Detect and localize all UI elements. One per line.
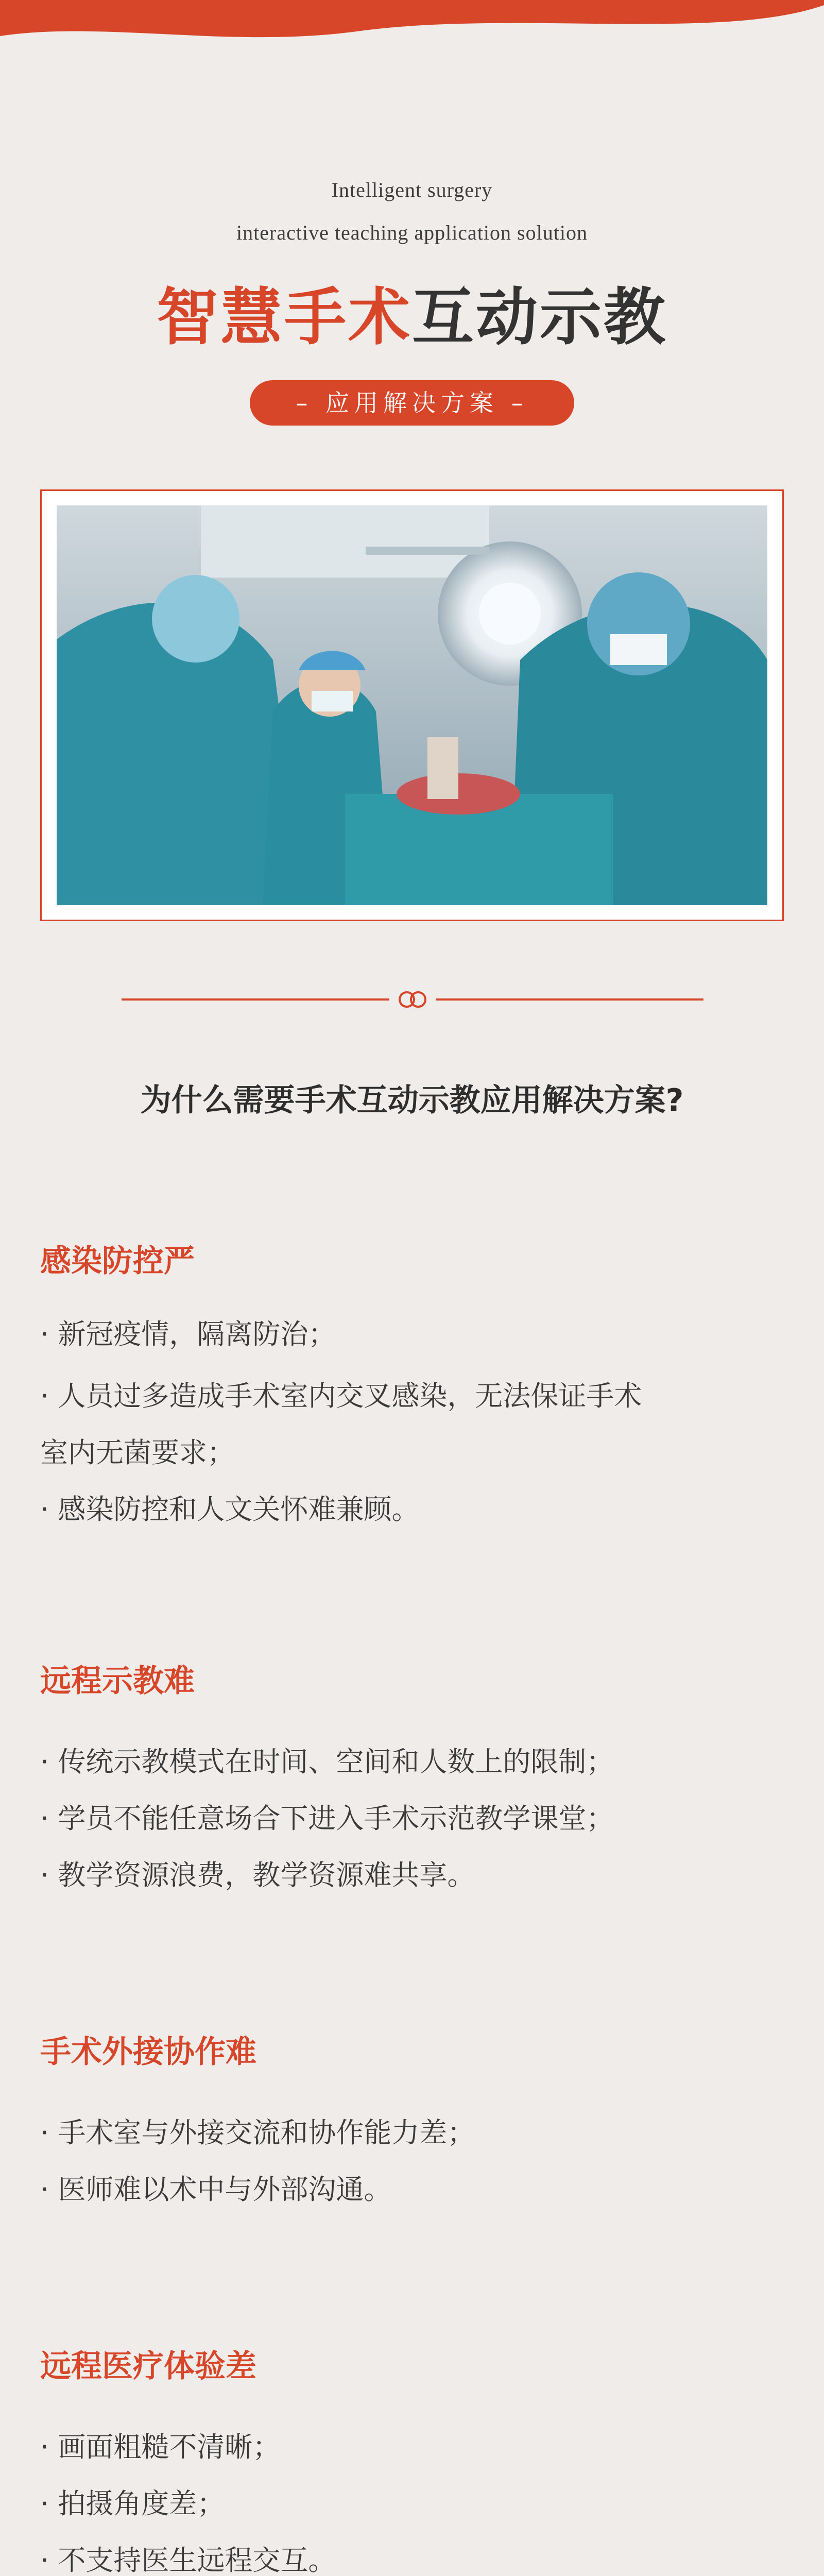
english-title-line-2: interactive teaching application solution bbox=[236, 221, 588, 244]
divider-left bbox=[122, 998, 389, 1001]
section-infection-bullet: 室内无菌要求； bbox=[40, 1436, 235, 1469]
section-teaching-bullet: · 教学资源浪费，教学资源难共享。 bbox=[40, 1859, 475, 1891]
section-title-experience: 远程医疗体验差 bbox=[40, 2348, 256, 2384]
rings-icon bbox=[397, 990, 428, 1009]
section-title-infection: 感染防控严 bbox=[40, 1243, 195, 1279]
divider-right bbox=[436, 998, 703, 1001]
question-heading: 为什么需要手术互动示教应用解决方案? bbox=[140, 1082, 684, 1118]
section-experience-bullet: · 画面粗糙不清晰； bbox=[40, 2431, 281, 2463]
section-infection-bullet: · 新冠疫情，隔离防治； bbox=[40, 1318, 336, 1350]
main-title bbox=[0, 268, 824, 357]
section-infection-bullet: · 人员过多造成手术室内交叉感染，无法保证手术 bbox=[40, 1380, 642, 1412]
main-title-dark: 互动示教 bbox=[412, 282, 667, 353]
main-title-red: 智慧手术 bbox=[157, 282, 412, 353]
section-title-collaboration: 手术外接协作难 bbox=[40, 2034, 256, 2070]
english-title-line-1: Intelligent surgery bbox=[331, 178, 493, 201]
surgery-photo bbox=[57, 505, 767, 905]
section-collaboration-bullet: · 手术室与外接交流和协作能力差； bbox=[40, 2116, 475, 2149]
section-experience-bullet: · 拍摄角度差； bbox=[40, 2487, 225, 2520]
section-teaching-bullet: · 传统示教模式在时间、空间和人数上的限制； bbox=[40, 1745, 614, 1778]
section-collaboration-bullet: · 医师难以术中与外部沟通。 bbox=[40, 2173, 392, 2206]
subtitle-pill: – 应用解决方案 – bbox=[250, 380, 574, 426]
section-infection-bullet: · 感染防控和人文关怀难兼顾。 bbox=[40, 1493, 420, 1526]
section-teaching-bullet: · 学员不能任意场合下进入手术示范教学课堂； bbox=[40, 1802, 614, 1835]
surgery-photo-frame bbox=[40, 489, 784, 921]
top-wave-decoration bbox=[0, 0, 824, 46]
section-experience-bullet: · 不支持医生远程交互。 bbox=[40, 2544, 336, 2576]
section-title-remote-teaching: 远程示教难 bbox=[40, 1663, 195, 1699]
